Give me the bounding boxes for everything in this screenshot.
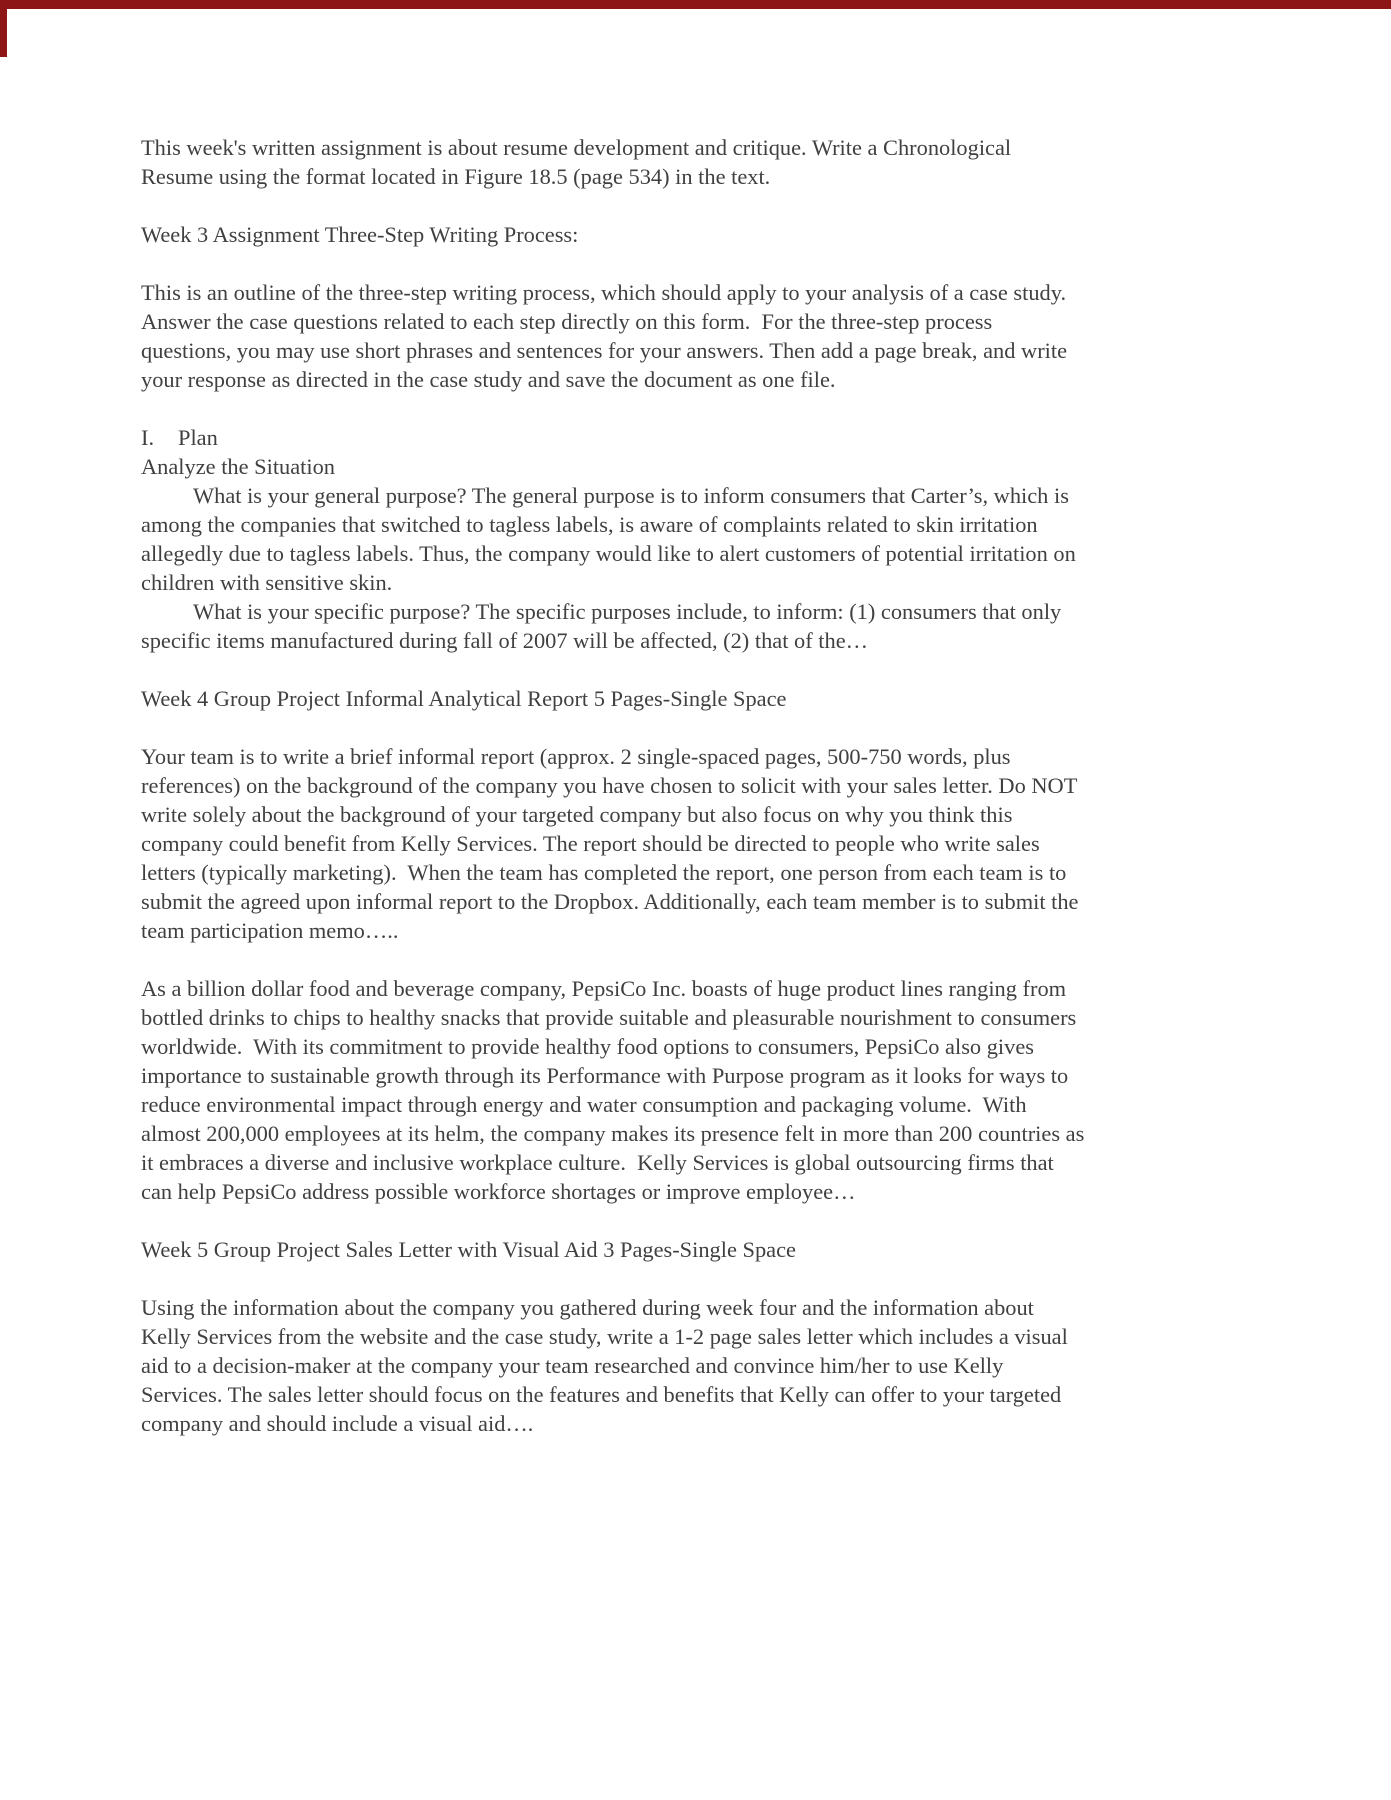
document-body — [141, 133, 1090, 1467]
scan-artifact-left-bar — [0, 0, 7, 57]
paragraph-pepsico-background: As a billion dollar food and beverage company, PepsiCo Inc. boasts of huge product lines ranging from bottled drinks to chips to healthy snacks that provide suitable and pleasurable nourishment to consumers worldwide. With its commitment to provide healthy food options to consumers, PepsiCo also gives importance to sustainable growth through its Performance with Purpose program as it looks for ways to reduce environmental impact through energy and water consumption and packaging volume. With almost 200,000 employees at its helm, the company makes its presence felt in more than 200 countries as it embraces a diverse and inclusive workplace culture. Kelly Services is global outsourcing firms that can help PepsiCo address possible workforce shortages or improve employee… — [141, 976, 1090, 1204]
analyze-situation-subheading: Analyze the Situation — [141, 454, 336, 479]
paragraph-specific-purpose: What is your specific purpose? The specific purposes include, to inform: (1) consumers that only specific items manufactured during fall of 2007 will be affected, (2) that of the… — [141, 599, 1067, 653]
plan-outline-block — [141, 423, 1086, 655]
paragraph-resume-assignment: This week's written assignment is about resume development and critique. Write a Chronological Resume using the format located in Figure 18.5 (page 534) in the text. — [141, 135, 1017, 189]
heading-week3-assignment: Week 3 Assignment Three-Step Writing Process: — [141, 222, 579, 247]
paragraph-three-step-outline: This is an outline of the three-step writing process, which should apply to your analysis of a case study. Answer the case questions related to each step directly on this form. For the three-step process questions, you may use short phrases and sentences for your answers. Then add a page break, and write your response as directed in the case study and save the document as one file. — [141, 280, 1073, 392]
outline-title: Plan — [178, 425, 218, 450]
heading-week5-project: Week 5 Group Project Sales Letter with Visual Aid 3 Pages-Single Space — [141, 1237, 796, 1262]
outline-numeral: I. — [141, 425, 155, 450]
paragraph-week4-report: Your team is to write a brief informal report (approx. 2 single-spaced pages, 500-750 words, plus references) on the background of the company you have chosen to solicit with your sales letter. Do NOT write solely about the background of your targeted company but also focus on why you think this company could benefit from Kelly Services. The report should be directed to people who write sales letters (typically marketing). When the team has completed the report, one person from each team is to submit the agreed upon informal report to the Dropbox. Additionally, each team member is to submit the team participation memo….. — [141, 744, 1085, 943]
paragraph-general-purpose: What is your general purpose? The general purpose is to inform consumers that Carter’s, which is among the companies that switched to tagless labels, is aware of complaints related to skin irritation allegedly due to tagless labels. Thus, the company would like to alert customers of potential irritation on children with sensitive skin. — [141, 483, 1082, 595]
paragraph-week5-sales-letter: Using the information about the company you gathered during week four and the information about Kelly Services from the website and the case study, write a 1-2 page sales letter which includes a visual aid to a decision-maker at the company your team researched and convince him/her to use Kelly Services. The sales letter should focus on the features and benefits that Kelly can offer to your targeted company and should include a visual aid…. — [141, 1295, 1074, 1436]
heading-week4-project: Week 4 Group Project Informal Analytical Report 5 Pages-Single Space — [141, 686, 787, 711]
outline-item-plan — [141, 423, 1086, 452]
scan-artifact-top-bar — [0, 0, 1391, 9]
